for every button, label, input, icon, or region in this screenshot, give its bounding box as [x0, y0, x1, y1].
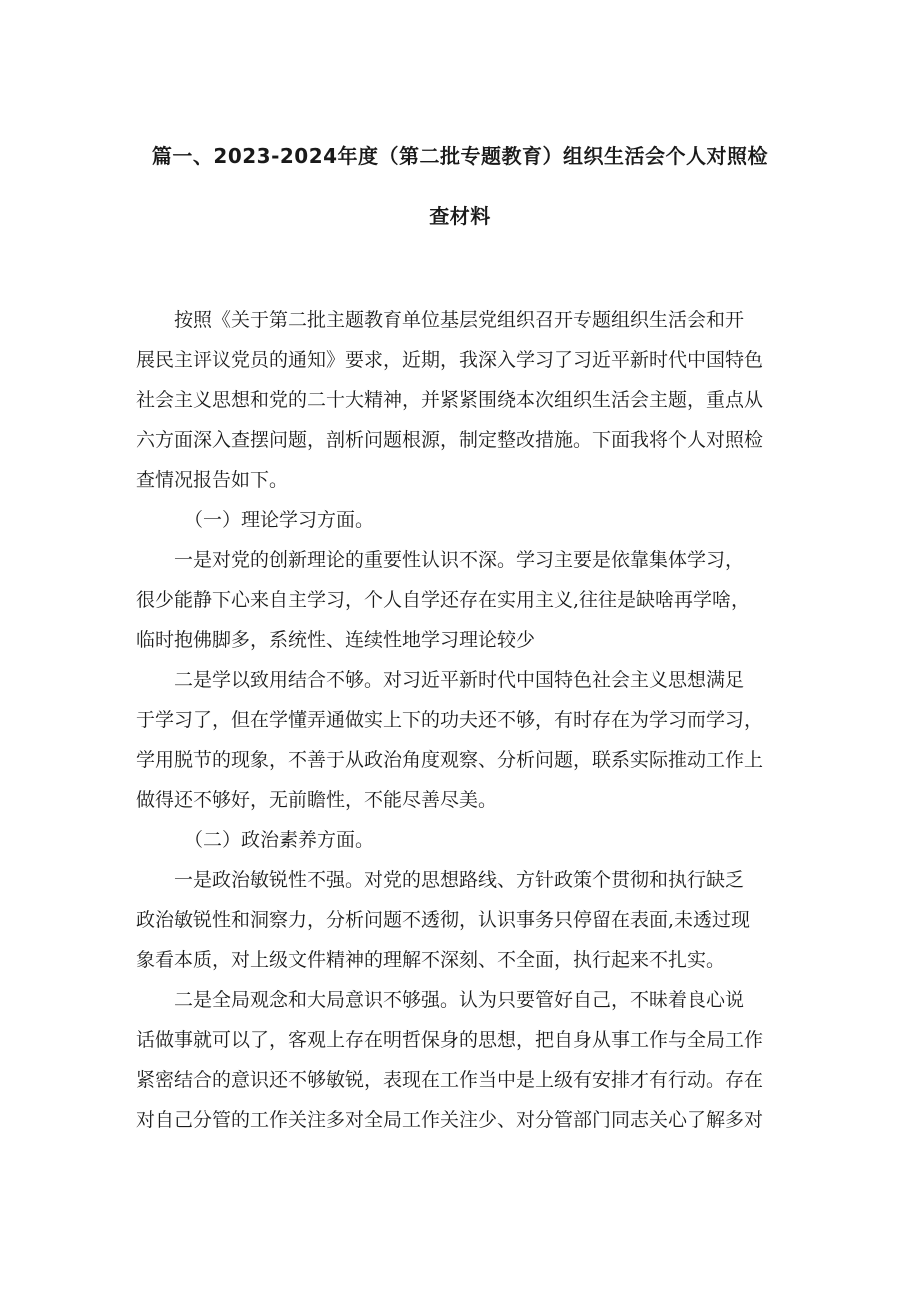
- paragraph-line: 临时抱佛脚多，系统性、连续性地学习理论较少: [136, 629, 536, 651]
- paragraph-line: 社会主义思想和党的二十大精神，并紧紧围绕本次组织生活会主题，重点从: [136, 389, 764, 411]
- paragraph-line: 展民主评议党员的通知》要求，近期，我深入学习了习近平新时代中国特色: [136, 349, 764, 371]
- body-paragraph: [136, 540, 791, 660]
- document-body: [136, 300, 791, 1140]
- body-paragraph: [136, 860, 791, 980]
- paragraph-line: 政治敏锐性和洞察力，分析问题不透彻，认识事务只停留在表面,未透过现: [136, 909, 751, 931]
- body-paragraph: [136, 660, 791, 820]
- paragraph-line: 于学习了，但在学懂弄通做实上下的功夫还不够，有时存在为学习而学习，: [136, 709, 764, 731]
- document-title-line-1: 篇一、2023-2024年度（第二批专题教育）组织生活会个人对照检: [151, 144, 769, 168]
- paragraph-line: 查情况报告如下。: [136, 469, 289, 491]
- paragraph-line: 按照《关于第二批主题教育单位基层党组织召开专题组织生活会和开: [174, 309, 745, 331]
- paragraph-line: 象看本质，对上级文件精神的理解不深刻、不全面，执行起来不扎实。: [136, 949, 726, 971]
- section-heading: （二）政治素养方面。: [184, 829, 375, 851]
- paragraph-line: 二是学以致用结合不够。对习近平新时代中国特色社会主义思想满足: [174, 669, 745, 691]
- paragraph-line: 对自己分管的工作关注多对全局工作关注少、对分管部门同志关心了解多对: [136, 1109, 764, 1131]
- body-paragraph: [136, 980, 791, 1140]
- paragraph-line: 很少能静下心来自主学习，个人自学还存在实用主义,往往是缺啥再学啥，: [136, 589, 751, 611]
- paragraph-line: 学用脱节的现象，不善于从政治角度观察、分析问题，联系实际推动工作上: [136, 749, 764, 771]
- section-heading: （一）理论学习方面。: [184, 509, 375, 531]
- paragraph-line: 一是对党的创新理论的重要性认识不深。学习主要是依靠集体学习，: [174, 549, 745, 571]
- paragraph-line: 一是政治敏锐性不强。对党的思想路线、方针政策个贯彻和执行缺乏: [174, 869, 745, 891]
- paragraph-line: 做得还不够好，无前瞻性，不能尽善尽美。: [136, 789, 498, 811]
- document-title-line-2: 查材料: [429, 204, 491, 228]
- paragraph-line: 紧密结合的意识还不够敏锐，表现在工作当中是上级有安排才有行动。存在: [136, 1069, 764, 1091]
- paragraph-line: 六方面深入查摆问题，剖析问题根源，制定整改措施。下面我将个人对照检: [136, 429, 764, 451]
- paragraph-line: 二是全局观念和大局意识不够强。认为只要管好自己，不昧着良心说: [174, 989, 745, 1011]
- body-paragraph: [136, 300, 791, 500]
- paragraph-line: 话做事就可以了，客观上存在明哲保身的思想，把自身从事工作与全局工作: [136, 1029, 764, 1051]
